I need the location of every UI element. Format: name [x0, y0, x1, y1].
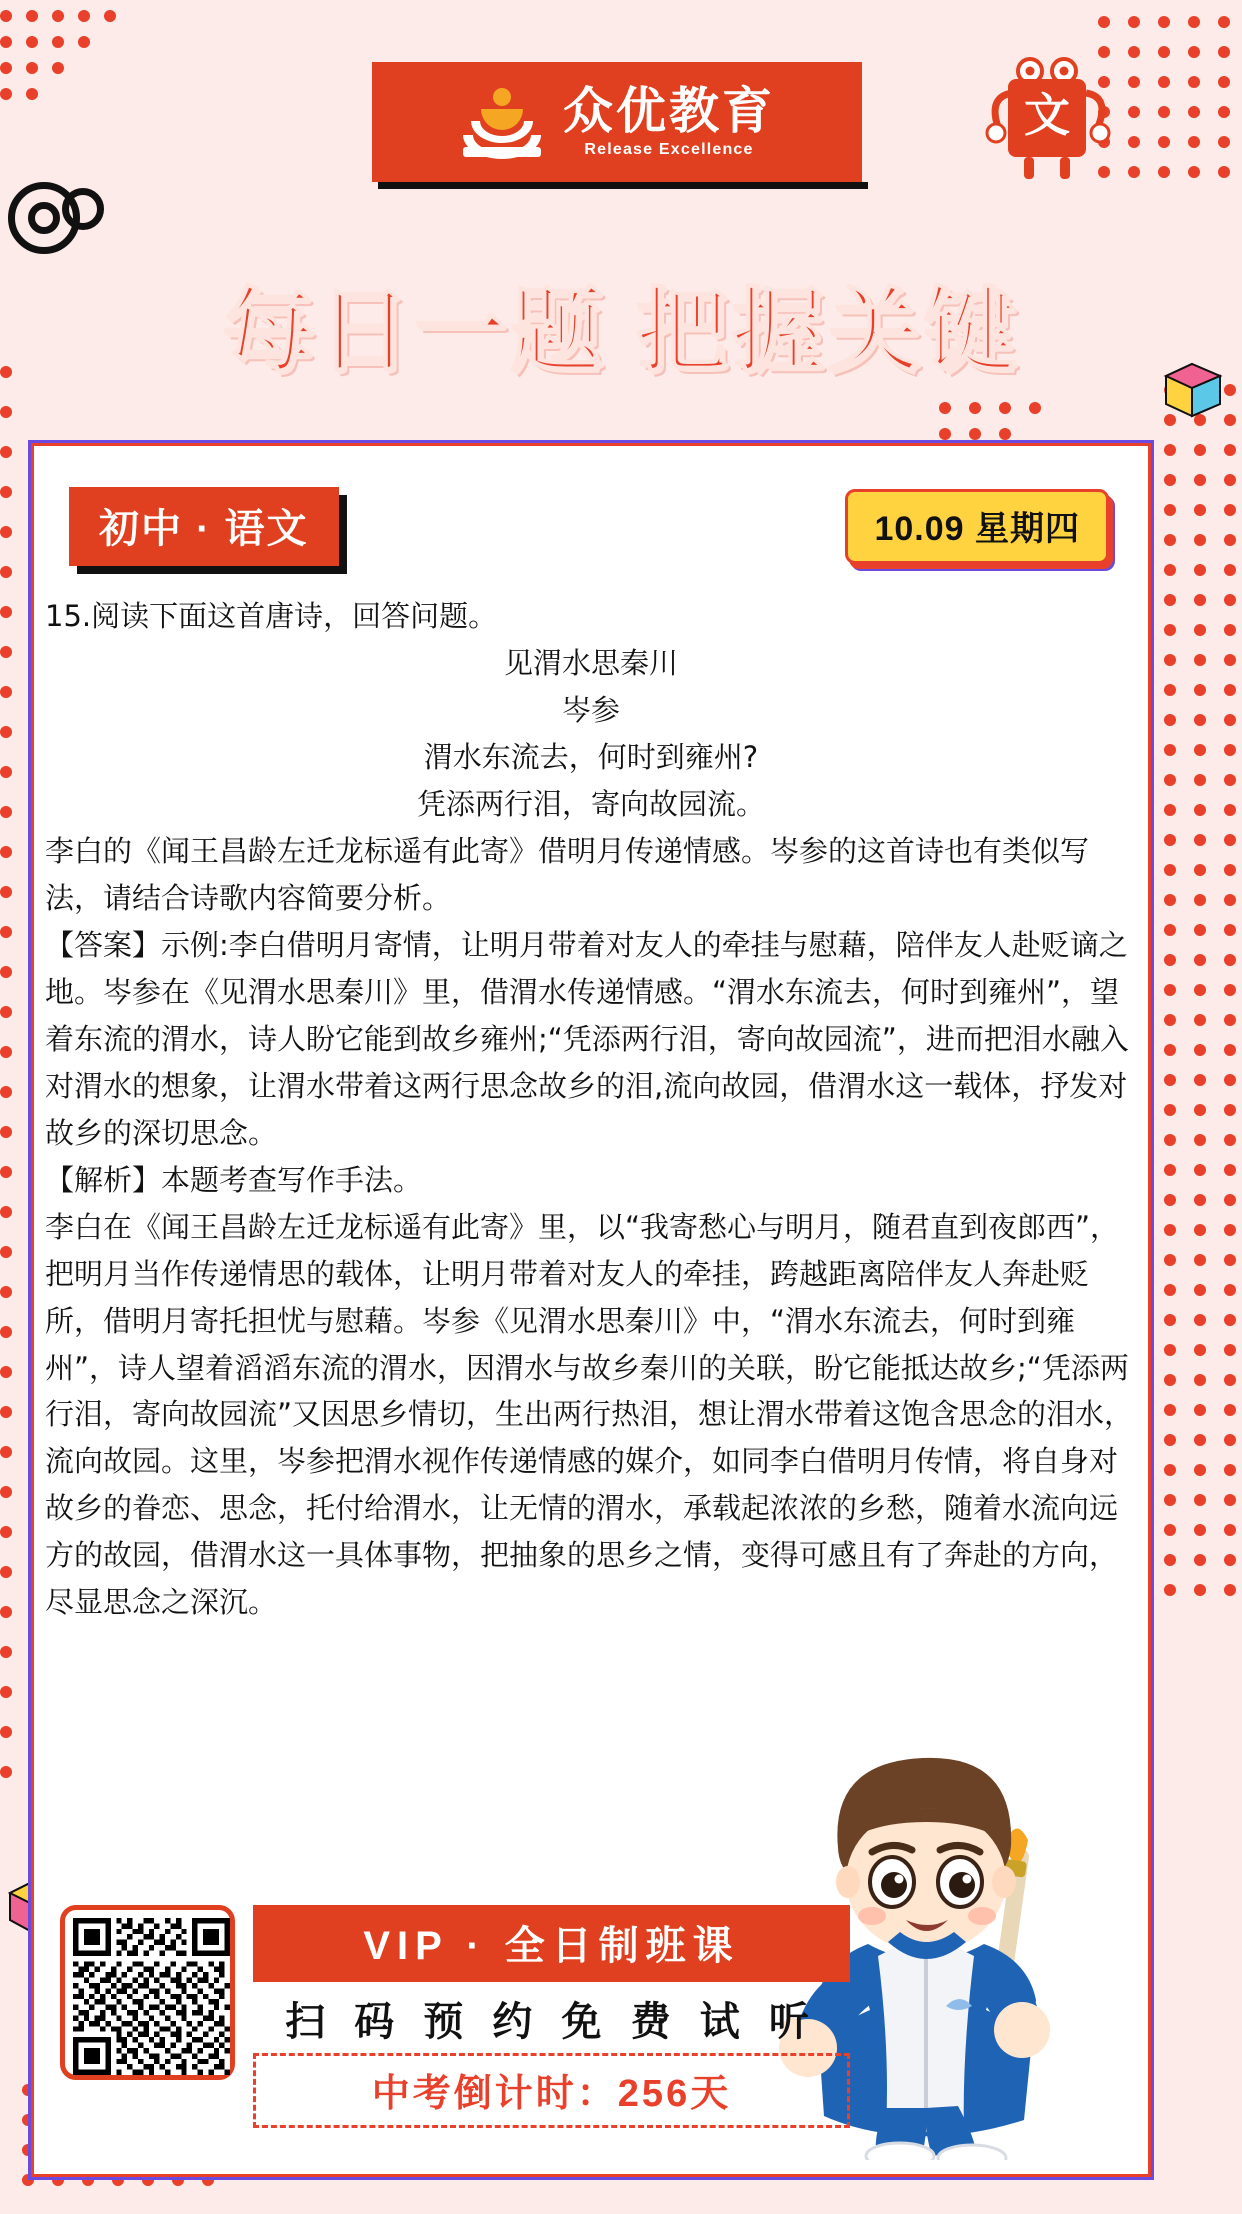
- brand-name-en: Release Excellence: [584, 141, 754, 159]
- dot-pattern-top-left: [0, 6, 156, 126]
- poem-line-1: 渭水东流去，何时到雍州?: [423, 739, 759, 774]
- dot-pattern-right-column: [1158, 380, 1242, 1620]
- ring-decoration-inner: [28, 202, 60, 234]
- footer-cta: [60, 1905, 850, 2135]
- poem-line-2: 凭添两行泪，寄向故园流。: [416, 786, 765, 821]
- poem-author: 岑参: [561, 692, 620, 727]
- poem-title: 见渭水思秦川: [503, 645, 678, 680]
- question-prompt: 李白的《闻王昌龄左迁龙标遥有此寄》借明月传递情感。岑参的这首诗也有类似写法，请结合诗歌内容简要分析。: [45, 833, 1090, 915]
- analysis-heading: 【解析】本题考查写作手法。: [45, 1162, 423, 1197]
- sunrise-book-logo-icon: [459, 83, 545, 161]
- page-headline: 每日一题 把握关键: [222, 281, 1020, 383]
- qr-code-image: [73, 1918, 230, 2075]
- scan-label: 扫 码 预 约 免 费 试 听: [285, 2000, 818, 2044]
- question-number-line: 15.阅读下面这首唐诗，回答问题。: [45, 599, 498, 633]
- book-mascot-icon: [980, 55, 1115, 190]
- ring-decoration-small: [62, 188, 104, 230]
- brand-logo-bar: [372, 62, 862, 182]
- vip-label: VIP · 全日制班课: [253, 1905, 850, 1982]
- analysis-text: 李白在《闻王昌龄左迁龙标遥有此寄》里，以“我寄愁心与明月，随君直到夜郎西”，把明月当作传递情思的载体，让明月带着对友人的牵挂，跨越距离陪伴友人奔赴贬所，借明月寄托担忧与慰藉。岑参《见渭水思秦川》中，“渭水东流去，何时到雍州”，诗人望着滔滔东流的渭水，因渭水与故乡秦川的关联，盼它能抵达故乡;“凭添两行泪，寄向故园流”又因思乡情切，生出两行热泪，想让渭水带着这饱含思念的泪水，流向故园。这里，岑参把渭水视作传递情感的媒介，如同李白借明月传情，将自身对故乡的眷恋、思念，托付给渭水，让无情的渭水，承载起浓浓的乡愁，随着水流向远方的故园，借渭水这一具体事物，把抽象的思乡之情，变得可感且有了奔赴的方向，尽显思念之深沉。: [45, 1209, 1134, 1620]
- qr-code[interactable]: [60, 1905, 235, 2080]
- brand-logo-text: [563, 82, 775, 160]
- brand-name-cn: 众优教育: [563, 82, 775, 139]
- svg-text:文: 文: [1024, 88, 1070, 142]
- date-badge: 10.09 星期四: [845, 489, 1109, 564]
- subject-badge: 初中 · 语文: [69, 487, 339, 566]
- question-body: [45, 593, 1137, 1626]
- footer-text-block: [253, 1905, 850, 2128]
- answer-text: 【答案】示例:李白借明月寄情，让明月带着对友人的牵挂与慰藉，陪伴友人赴贬谪之地。岑参在《见渭水思秦川》里，借渭水传递情感。“渭水东流去，何时到雍州”，望着东流的渭水，诗人盼它能到故乡雍州;“凭添两行泪，寄向故园流”，进而把泪水融入对渭水的想象，让渭水带着这两行思念故乡的泪,流向故园，借渭水这一载体，抒发对故乡的深切思念。: [45, 927, 1129, 1150]
- countdown-label: 中考倒计时：256天: [253, 2053, 850, 2128]
